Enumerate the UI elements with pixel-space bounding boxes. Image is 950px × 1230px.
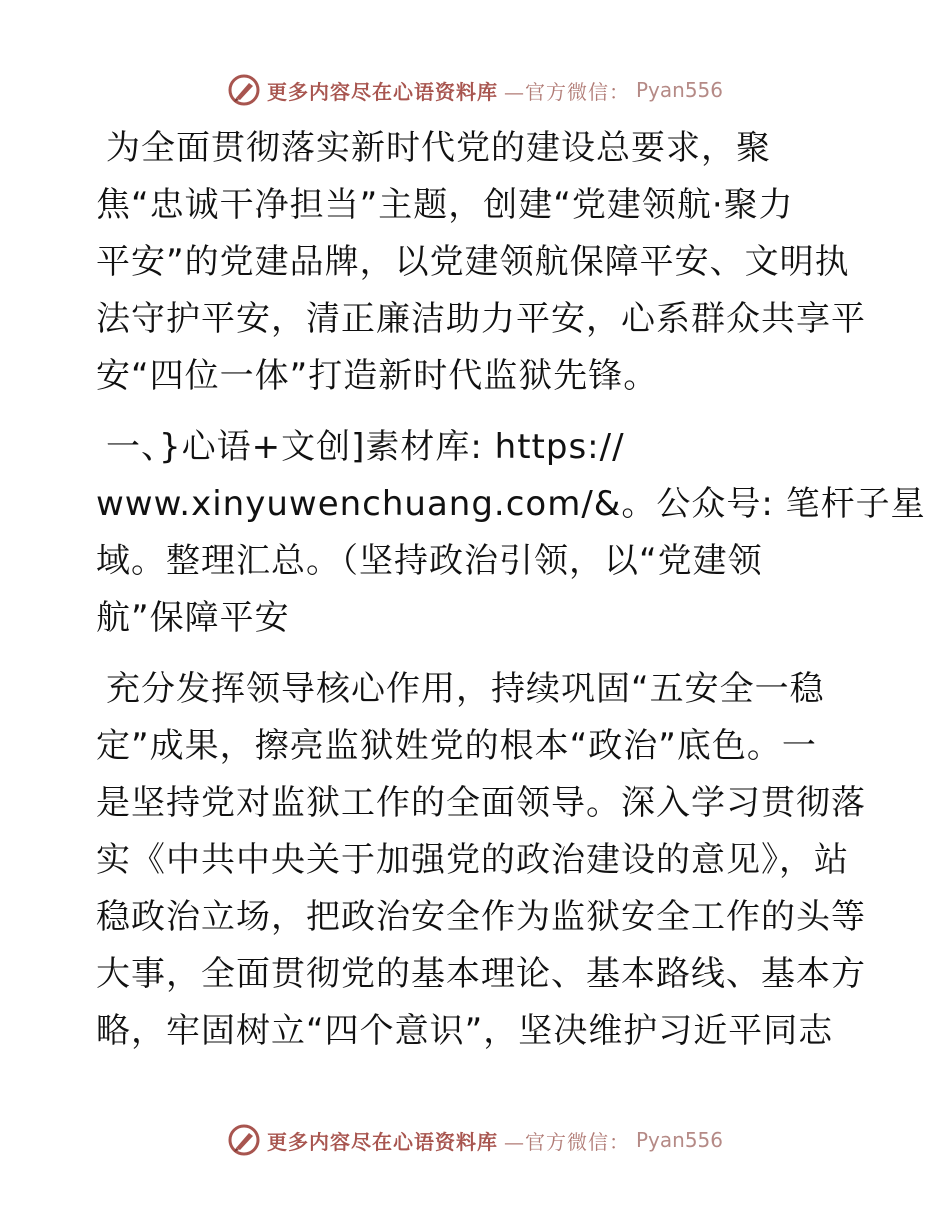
banner-wechat-label: —官方微信： <box>503 1129 630 1154</box>
banner-wechat-label: —官方微信： <box>503 79 630 104</box>
paragraph-intro <box>96 120 866 405</box>
text-line: 域。整理汇总。（坚持政治引领，以“党建领 <box>96 541 763 581</box>
paragraph-body <box>96 661 866 1060</box>
text-line: 略，牢固树立“四个意识”，坚决维护习近平同志 <box>96 1011 834 1051</box>
text-line: 实《中共中央关于加强党的政治建设的意见》，站 <box>96 840 849 880</box>
text-line: 一、}心语+文创]素材库: https:// <box>106 427 625 467</box>
paragraph-section-heading <box>96 419 926 647</box>
text-line: 平安”的党建品牌，以党建领航保障平安、文明执 <box>96 242 850 282</box>
banner-wechat-id: Pyan556 <box>635 1128 723 1152</box>
text-line: 是坚持党对监狱工作的全面领导。深入学习贯彻落 <box>96 783 866 823</box>
pen-logo-icon <box>227 1123 261 1157</box>
text-line: 焦“忠诚干净担当”主题，创建“党建领航·聚力 <box>96 185 794 225</box>
banner-main-text: 更多内容尽在心语资料库 <box>266 1129 498 1154</box>
text-line: 为全面贯彻落实新时代党的建设总要求，聚 <box>106 128 771 168</box>
text-line: 法守护平安，清正廉洁助力平安，心系群众共享平 <box>96 299 866 339</box>
text-line: 安“四位一体”打造新时代监狱先锋。 <box>96 356 659 396</box>
footer-watermark-banner <box>0 1120 950 1160</box>
text-line: 稳政治立场，把政治安全作为监狱安全工作的头等 <box>96 897 866 937</box>
banner-wechat-id: Pyan556 <box>635 78 723 102</box>
text-line: 航”保障平安 <box>96 598 290 638</box>
text-line: 充分发挥领导核心作用，持续巩固“五安全一稳 <box>106 669 825 709</box>
text-line: 定”成果，擦亮监狱姓党的根本“政治”底色。一 <box>96 726 817 766</box>
text-line: 大事，全面贯彻党的基本理论、基本路线、基本方 <box>96 954 866 994</box>
pen-logo-icon <box>227 73 261 107</box>
banner-main-text: 更多内容尽在心语资料库 <box>266 79 498 104</box>
document-body <box>96 120 926 1060</box>
text-line: www.xinyuwenchuang.com/&。公众号: 笔杆子星 <box>96 484 926 524</box>
header-watermark-banner <box>0 70 950 110</box>
